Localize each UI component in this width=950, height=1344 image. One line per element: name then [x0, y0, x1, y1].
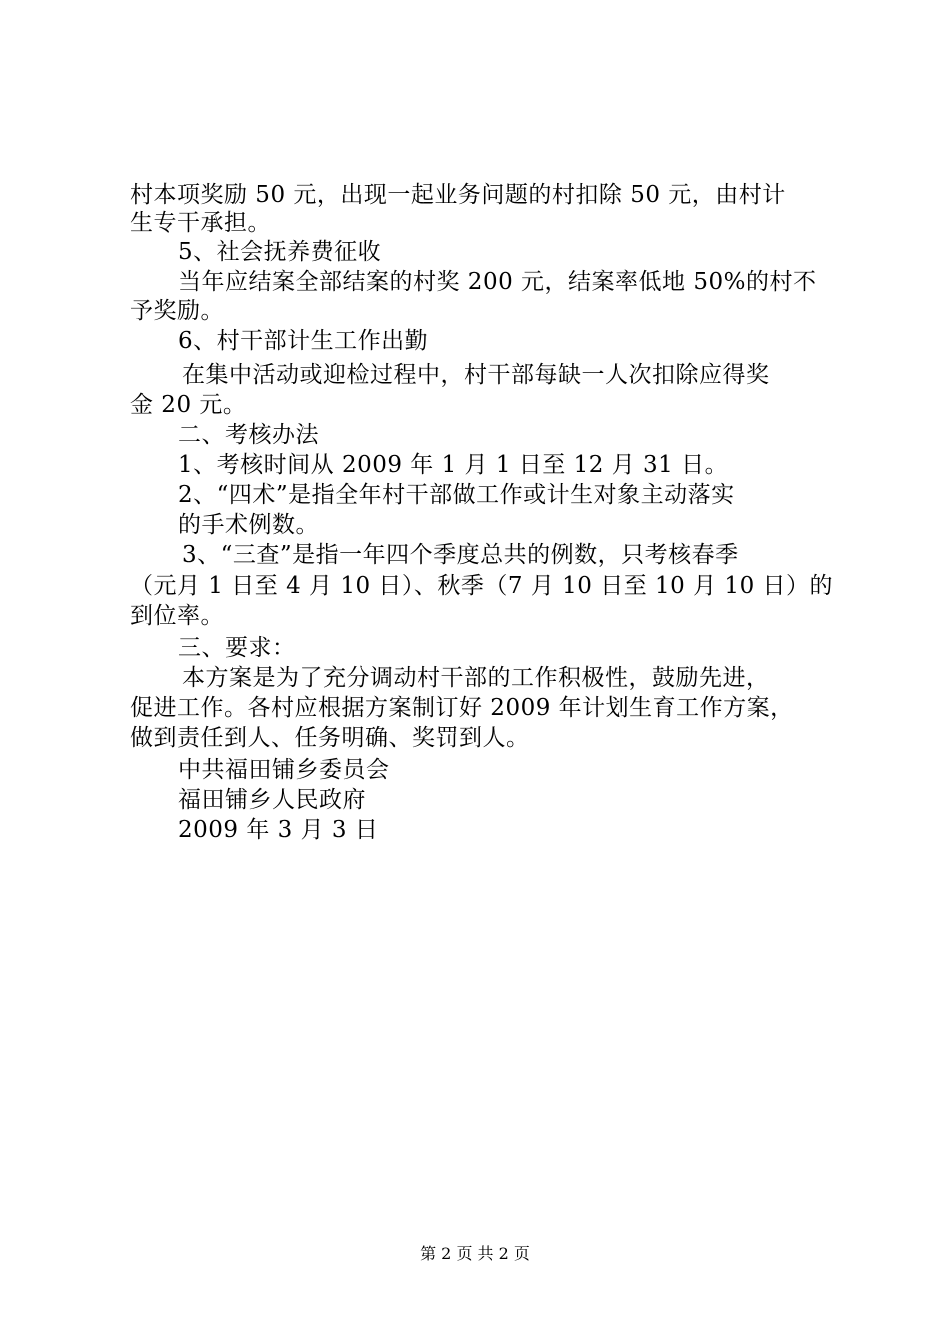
body-line: （元月 1 日至 4 月 10 日）、秋季（7 月 10 日至 10 月 10 日）的 [130, 573, 834, 599]
body-line: 1、考核时间从 2009 年 1 月 1 日至 12 月 31 日。 [178, 452, 729, 478]
body-line: 村本项奖励 50 元，出现一起业务问题的村扣除 50 元，由村计 [130, 182, 786, 208]
body-line: 2、“四术”是指全年村干部做工作或计生对象主动落实 [178, 482, 735, 508]
body-line: 当年应结案全部结案的村奖 200 元，结案率低地 50%的村不 [178, 269, 817, 295]
body-line: 的手术例数。 [178, 512, 319, 538]
signature-government: 福田铺乡人民政府 [178, 787, 366, 813]
body-line: 生专干承担。 [130, 210, 271, 236]
body-line: 本方案是为了充分调动村干部的工作积极性，鼓励先进， [182, 665, 770, 691]
signature-party-committee: 中共福田铺乡委员会 [178, 757, 390, 783]
body-line: 促进工作。各村应根据方案制订好 2009 年计划生育工作方案， [130, 695, 794, 721]
body-line: 5、社会抚养费征收 [178, 239, 382, 265]
signature-date: 2009 年 3 月 3 日 [178, 817, 379, 843]
body-line: 3、“三查”是指一年四个季度总共的例数，只考核春季 [182, 542, 739, 568]
body-line: 做到责任到人、任务明确、奖罚到人。 [130, 725, 530, 751]
body-line: 在集中活动或迎检过程中，村干部每缺一人次扣除应得奖 [182, 362, 770, 388]
body-line: 6、村干部计生工作出勤 [178, 328, 429, 354]
section-heading: 二、考核办法 [178, 422, 319, 448]
page-footer: 第 2 页 共 2 页 [420, 1244, 530, 1263]
body-line: 予奖励。 [130, 298, 224, 324]
section-heading: 三、要求： [178, 635, 296, 661]
body-line: 到位率。 [130, 603, 224, 629]
body-line: 金 20 元。 [130, 392, 247, 418]
